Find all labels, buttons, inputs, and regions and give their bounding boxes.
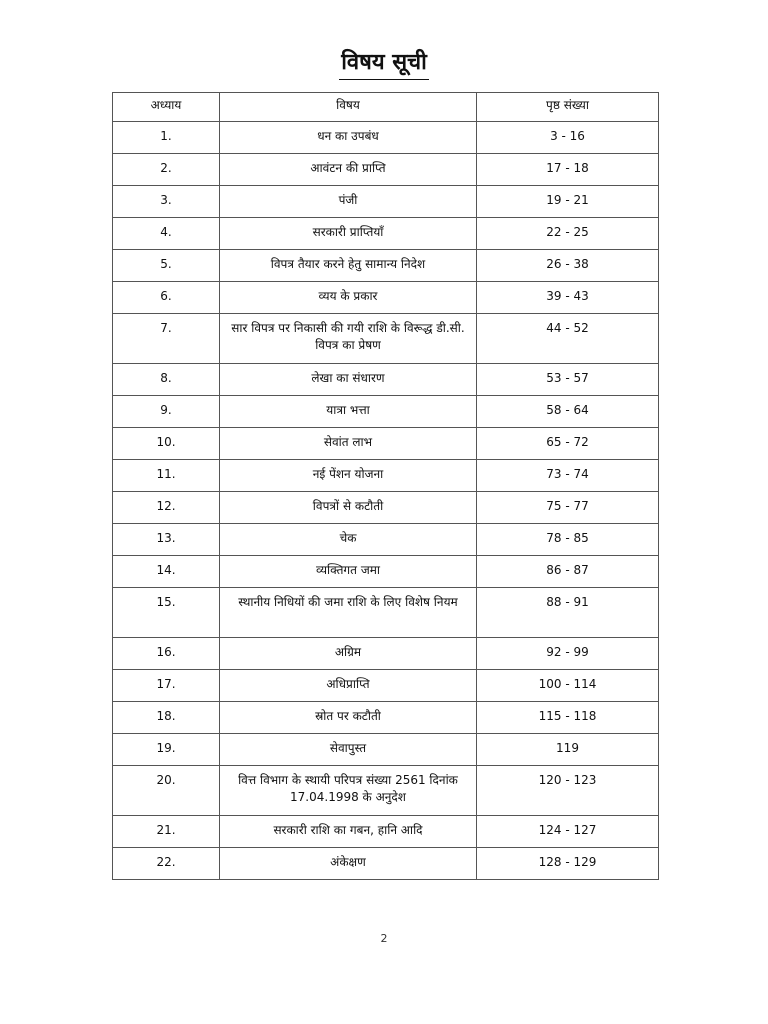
page-range-cell: 115 - 118 bbox=[477, 702, 659, 734]
table-row bbox=[113, 122, 659, 154]
table-row bbox=[113, 492, 659, 524]
chapter-number-cell: 19. bbox=[113, 734, 220, 766]
subject-cell: व्यय के प्रकार bbox=[220, 282, 477, 314]
subject-cell: धन का उपबंध bbox=[220, 122, 477, 154]
chapter-number-cell: 13. bbox=[113, 524, 220, 556]
chapter-number-cell: 18. bbox=[113, 702, 220, 734]
chapter-number-cell: 4. bbox=[113, 218, 220, 250]
chapter-number-cell: 2. bbox=[113, 154, 220, 186]
page-range-cell: 65 - 72 bbox=[477, 428, 659, 460]
table-row bbox=[113, 816, 659, 848]
chapter-number-cell: 15. bbox=[113, 588, 220, 638]
chapter-number-cell: 3. bbox=[113, 186, 220, 218]
subject-cell: अधिप्राप्ति bbox=[220, 670, 477, 702]
page-range-cell: 128 - 129 bbox=[477, 848, 659, 880]
page-range-cell: 26 - 38 bbox=[477, 250, 659, 282]
page-range-cell: 53 - 57 bbox=[477, 364, 659, 396]
chapter-number-cell: 8. bbox=[113, 364, 220, 396]
page-range-cell: 119 bbox=[477, 734, 659, 766]
page-range-cell: 86 - 87 bbox=[477, 556, 659, 588]
chapter-number-cell: 9. bbox=[113, 396, 220, 428]
subject-cell: स्रोत पर कटौती bbox=[220, 702, 477, 734]
page-range-cell: 22 - 25 bbox=[477, 218, 659, 250]
subject-cell: विपत्र तैयार करने हेतु सामान्य निदेश bbox=[220, 250, 477, 282]
chapter-number-cell: 1. bbox=[113, 122, 220, 154]
subject-cell: सेवांत लाभ bbox=[220, 428, 477, 460]
table-row bbox=[113, 364, 659, 396]
subject-cell: सरकारी राशि का गबन, हानि आदि bbox=[220, 816, 477, 848]
page-range-cell: 120 - 123 bbox=[477, 766, 659, 816]
page-range-cell: 92 - 99 bbox=[477, 638, 659, 670]
subject-cell: आवंटन की प्राप्ति bbox=[220, 154, 477, 186]
chapter-number-cell: 14. bbox=[113, 556, 220, 588]
chapter-number-cell: 10. bbox=[113, 428, 220, 460]
chapter-number-cell: 12. bbox=[113, 492, 220, 524]
subject-cell: यात्रा भत्ता bbox=[220, 396, 477, 428]
chapter-number-cell: 17. bbox=[113, 670, 220, 702]
table-row bbox=[113, 638, 659, 670]
page-range-cell: 88 - 91 bbox=[477, 588, 659, 638]
table-row bbox=[113, 460, 659, 492]
page-range-cell: 75 - 77 bbox=[477, 492, 659, 524]
table-row bbox=[113, 702, 659, 734]
subject-cell: अंकेक्षण bbox=[220, 848, 477, 880]
page-range-cell: 100 - 114 bbox=[477, 670, 659, 702]
page-range-cell: 78 - 85 bbox=[477, 524, 659, 556]
page-title-text: विषय सूची bbox=[339, 48, 429, 80]
header-pages: पृष्ठ संख्या bbox=[477, 93, 659, 122]
page-title bbox=[0, 48, 768, 80]
subject-cell: स्थानीय निधियों की जमा राशि के लिए विशेष नियम bbox=[220, 588, 477, 638]
table-row bbox=[113, 314, 659, 364]
page-range-cell: 3 - 16 bbox=[477, 122, 659, 154]
chapter-number-cell: 11. bbox=[113, 460, 220, 492]
table-row bbox=[113, 556, 659, 588]
chapter-number-cell: 22. bbox=[113, 848, 220, 880]
subject-cell: अग्रिम bbox=[220, 638, 477, 670]
page-number: 2 bbox=[380, 932, 388, 945]
chapter-number-cell: 21. bbox=[113, 816, 220, 848]
chapter-number-cell: 7. bbox=[113, 314, 220, 364]
page-range-cell: 124 - 127 bbox=[477, 816, 659, 848]
subject-cell: सार विपत्र पर निकासी की गयी राशि के विरूद्ध डी.सी. विपत्र का प्रेषण bbox=[220, 314, 477, 364]
table-body bbox=[113, 122, 659, 880]
page-range-cell: 17 - 18 bbox=[477, 154, 659, 186]
subject-cell: लेखा का संधारण bbox=[220, 364, 477, 396]
table-row bbox=[113, 848, 659, 880]
subject-cell: नई पेंशन योजना bbox=[220, 460, 477, 492]
table-row bbox=[113, 734, 659, 766]
table-row bbox=[113, 250, 659, 282]
subject-cell: विपत्रों से कटौती bbox=[220, 492, 477, 524]
header-subject: विषय bbox=[220, 93, 477, 122]
table-row bbox=[113, 396, 659, 428]
table-row bbox=[113, 766, 659, 816]
page-range-cell: 58 - 64 bbox=[477, 396, 659, 428]
subject-cell: चेक bbox=[220, 524, 477, 556]
table-header-row bbox=[113, 93, 659, 122]
chapter-number-cell: 6. bbox=[113, 282, 220, 314]
page-range-cell: 73 - 74 bbox=[477, 460, 659, 492]
table-row bbox=[113, 154, 659, 186]
page-range-cell: 44 - 52 bbox=[477, 314, 659, 364]
table-row bbox=[113, 670, 659, 702]
table-row bbox=[113, 524, 659, 556]
subject-cell: व्यक्तिगत जमा bbox=[220, 556, 477, 588]
subject-cell: पंजी bbox=[220, 186, 477, 218]
contents-table bbox=[112, 92, 659, 880]
page-range-cell: 19 - 21 bbox=[477, 186, 659, 218]
subject-cell: वित्त विभाग के स्थायी परिपत्र संख्या 2561 दिनांक 17.04.1998 के अनुदेश bbox=[220, 766, 477, 816]
table-row bbox=[113, 428, 659, 460]
table-row bbox=[113, 186, 659, 218]
chapter-number-cell: 16. bbox=[113, 638, 220, 670]
table-row bbox=[113, 282, 659, 314]
header-chapter: अध्याय bbox=[113, 93, 220, 122]
table-row bbox=[113, 588, 659, 638]
table-row bbox=[113, 218, 659, 250]
subject-cell: सरकारी प्राप्तियाँ bbox=[220, 218, 477, 250]
chapter-number-cell: 5. bbox=[113, 250, 220, 282]
chapter-number-cell: 20. bbox=[113, 766, 220, 816]
subject-cell: सेवापुस्त bbox=[220, 734, 477, 766]
page-range-cell: 39 - 43 bbox=[477, 282, 659, 314]
